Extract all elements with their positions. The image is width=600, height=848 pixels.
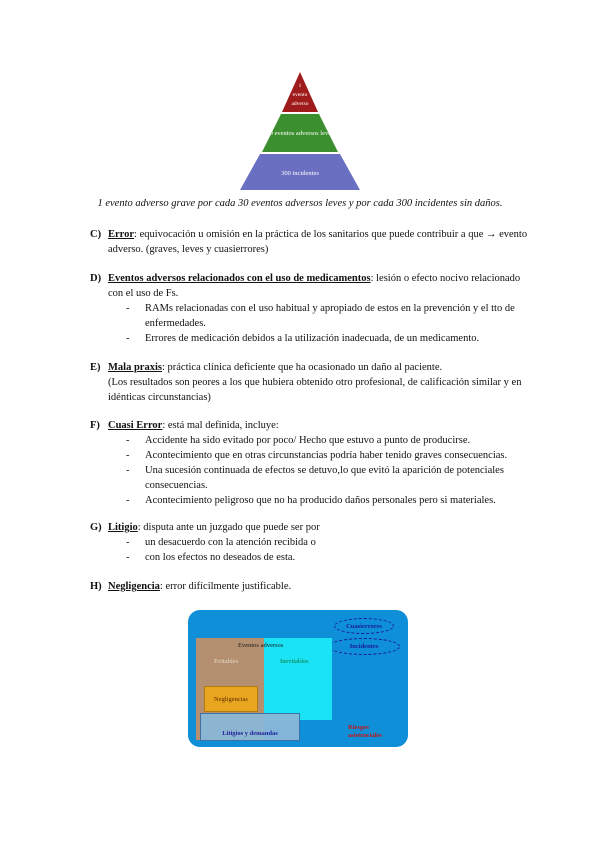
pyramid-middle-label: 30 eventos adversos leves: [266, 130, 334, 137]
section-text: : práctica clínica deficiente que ha ocasionado un daño al paciente.: [161, 362, 443, 373]
cuasierrores-ellipse: [334, 618, 394, 634]
incident-pyramid: [240, 72, 360, 190]
list-item: - Una sucesión continuada de efectos se detuvo,lo que evitó la aparición de potenciales consecuencias.: [126, 463, 530, 493]
section-term: Negligencia: [108, 581, 160, 592]
litigios-label: Litigios y demandas: [222, 730, 278, 737]
section-term: Mala praxis: [108, 362, 162, 373]
inevitables-box: [264, 638, 332, 720]
adverse-events-diagram: [188, 610, 408, 747]
section-letter: C): [90, 229, 102, 240]
negligencias-label: Negligencias: [214, 695, 248, 703]
list-item: - Accidente ha sido evitado por poco/ Hecho que estuvo a punto de producirse.: [126, 433, 530, 448]
pyramid-top-line3: adverso: [291, 101, 309, 107]
section-body: [108, 520, 320, 535]
section-c: [90, 227, 530, 257]
section-letter: D): [90, 273, 102, 284]
section-list: [90, 301, 530, 346]
section-text: : disputa ante un juzgado que puede ser por: [137, 522, 320, 533]
section-d: [90, 271, 530, 346]
section-letter: G): [90, 522, 102, 533]
list-item: - Acontecimiento que en otras circunstancias podría haber tenido graves consecuencias.: [126, 448, 530, 463]
section-g: [90, 520, 530, 565]
litigios-box: [200, 713, 300, 741]
list-item: - RAMs relacionadas con el uso habitual y apropiado de estos en la prevención y el tto de enfermedades.: [126, 301, 530, 331]
section-term: Error: [108, 229, 135, 240]
list-item: - un desacuerdo con la atención recibida o: [126, 535, 530, 550]
section-e: [90, 360, 530, 405]
section-list: [90, 433, 530, 508]
section-body: [108, 271, 530, 301]
section-body: [108, 579, 291, 594]
section-f: [90, 418, 530, 508]
section-letter: F): [90, 420, 100, 431]
section-list: [90, 535, 530, 565]
list-item: - con los efectos no deseados de esta.: [126, 550, 530, 565]
inevitables-label: Inevitables: [280, 658, 309, 665]
section-text: : equivocación u omisión en la práctica de los sanitarios que puede contribuir a que → evento adverso. (graves, leves y cuasierrores): [108, 229, 528, 255]
pyramid-top-line1: 1: [298, 83, 302, 89]
riesgos-line2: asistenciales: [348, 732, 382, 739]
section-body: [108, 360, 442, 375]
section-body: [108, 418, 279, 433]
section-letter: E): [90, 362, 101, 373]
section-text: : está mal definida, incluye:: [162, 420, 279, 431]
section-letter: H): [90, 581, 102, 592]
cuasierrores-label: Cuasierrores: [346, 622, 382, 630]
riesgos-line1: Riesgos: [348, 724, 369, 731]
list-item: - Errores de medicación debidos a la utilización inadecuada, de un medicamento.: [126, 331, 530, 346]
section-text: : lesión o efecto nocivo relacionado con el uso de Fs.: [108, 273, 521, 299]
pyramid-top-line2: evento: [292, 92, 308, 98]
section-term: Eventos adversos relacionados con el uso de medicamentos: [108, 273, 371, 284]
riesgos-label: [348, 724, 382, 740]
eventos-adversos-label: Eventos adversos: [238, 642, 284, 649]
incidentes-label: Incidentes: [349, 643, 379, 650]
section-term: Litigio: [108, 522, 138, 533]
evitables-label: Evitables: [214, 658, 239, 665]
section-term: Cuasi Error: [108, 420, 163, 431]
section-h: [90, 579, 530, 594]
section-body: [108, 227, 530, 257]
section-text: : error difícilmente justificable.: [159, 581, 292, 592]
pyramid-bottom-label: 300 incidentes: [281, 170, 319, 177]
section-extra: (Los resultados son peores a los que hubiera obtenido otro profesional, de calificación similar y en idénticas circunstancias): [108, 377, 522, 403]
incidentes-ellipse: [328, 638, 400, 655]
negligencias-box: [204, 686, 258, 712]
pyramid-caption: 1 evento adverso grave por cada 30 eventos adversos leves y por cada 300 incidentes sin daños.: [97, 198, 503, 209]
list-item: - Acontecimiento peligroso que no ha producido daños personales pero si materiales.: [126, 493, 530, 508]
